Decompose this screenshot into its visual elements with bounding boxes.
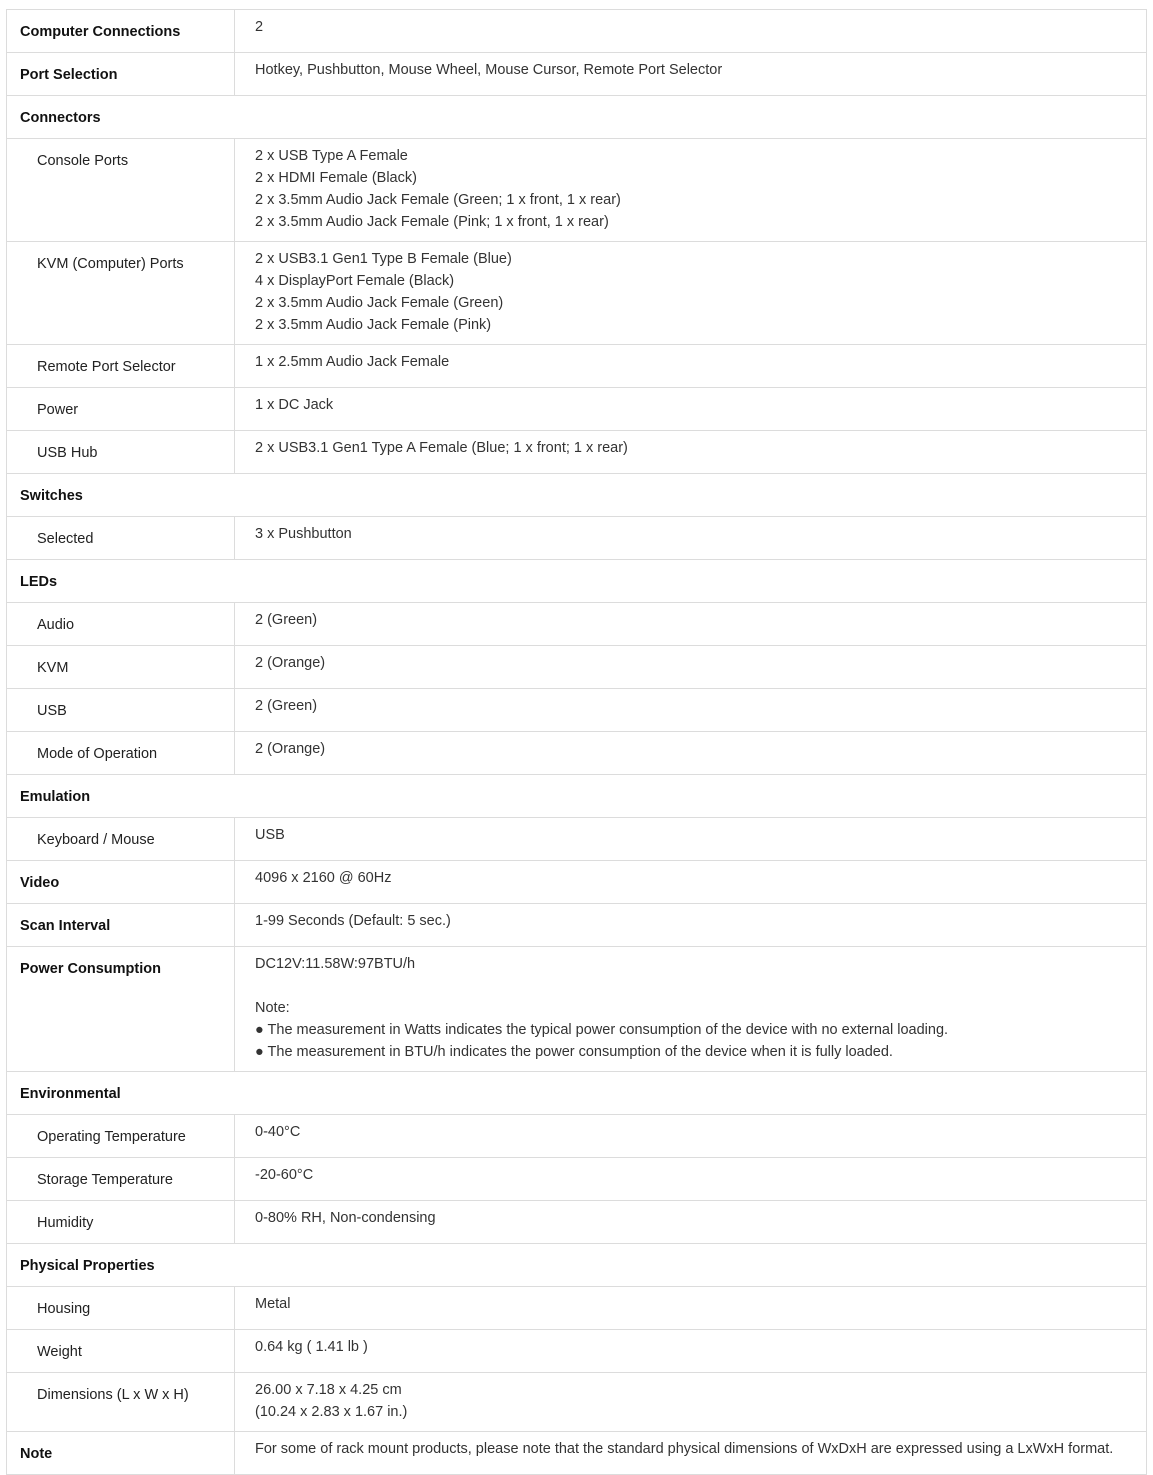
spec-value (235, 904, 1147, 947)
spec-label: Scan Interval (7, 904, 235, 947)
specifications-table-body (7, 10, 1147, 1475)
spec-label: Computer Connections (7, 10, 235, 53)
spec-row (7, 1432, 1147, 1475)
spec-label: KVM (Computer) Ports (7, 242, 235, 345)
spec-row (7, 1373, 1147, 1432)
spec-value-line: DC12V:11.58W:97BTU/h (255, 956, 416, 972)
spec-label: Console Ports (7, 139, 235, 242)
spec-value-line: 1 x DC Jack (255, 397, 334, 413)
spec-row (7, 388, 1147, 431)
spec-row (7, 732, 1147, 775)
spec-value-line: 4096 x 2160 @ 60Hz (255, 870, 392, 886)
spec-row (7, 904, 1147, 947)
spec-value-line: ● The measurement in BTU/h indicates the power consumption of the device when it is fully loaded. (255, 1044, 893, 1060)
spec-row (7, 1158, 1147, 1201)
spec-row (7, 431, 1147, 474)
spec-value (235, 517, 1147, 560)
spec-label: Audio (7, 603, 235, 646)
spec-label: Housing (7, 1287, 235, 1330)
spec-value (235, 1432, 1147, 1475)
spec-label: Note (7, 1432, 235, 1475)
spec-value-spacer (255, 975, 1136, 997)
spec-section-heading: Physical Properties (7, 1244, 1147, 1287)
spec-row (7, 1115, 1147, 1158)
spec-label: Remote Port Selector (7, 345, 235, 388)
spec-row (7, 689, 1147, 732)
spec-value (235, 646, 1147, 689)
spec-label: Weight (7, 1330, 235, 1373)
spec-value-line: Hotkey, Pushbutton, Mouse Wheel, Mouse Cursor, Remote Port Selector (255, 62, 723, 78)
spec-row (7, 10, 1147, 53)
spec-section-heading: Connectors (7, 96, 1147, 139)
specifications-table (6, 9, 1147, 1475)
spec-section-row (7, 560, 1147, 603)
spec-value-line: 1-99 Seconds (Default: 5 sec.) (255, 913, 451, 929)
spec-value-line: 2 (Orange) (255, 741, 326, 757)
spec-value-line: ● The measurement in Watts indicates the typical power consumption of the device with no external loading. (255, 1022, 949, 1038)
spec-row (7, 1287, 1147, 1330)
spec-section-row (7, 1072, 1147, 1115)
spec-label: KVM (7, 646, 235, 689)
spec-value-line: 4 x DisplayPort Female (Black) (255, 273, 455, 289)
spec-value (235, 1330, 1147, 1373)
spec-label: Power (7, 388, 235, 431)
spec-label: USB Hub (7, 431, 235, 474)
spec-value (235, 345, 1147, 388)
spec-value-line: 0-40°C (255, 1124, 301, 1140)
spec-value (235, 861, 1147, 904)
spec-value (235, 1373, 1147, 1432)
spec-section-row (7, 474, 1147, 517)
spec-value (235, 1158, 1147, 1201)
spec-row (7, 345, 1147, 388)
spec-label: Humidity (7, 1201, 235, 1244)
spec-section-heading: LEDs (7, 560, 1147, 603)
spec-value-line: 26.00 x 7.18 x 4.25 cm (255, 1382, 402, 1398)
spec-row (7, 818, 1147, 861)
spec-row (7, 603, 1147, 646)
spec-value (235, 1201, 1147, 1244)
spec-label: Dimensions (L x W x H) (7, 1373, 235, 1432)
spec-value-line: 2 x USB Type A Female (255, 148, 408, 164)
spec-row (7, 861, 1147, 904)
spec-value-line: For some of rack mount products, please note that the standard physical dimensions of WxDxH are expressed using a LxWxH format. (255, 1441, 1114, 1457)
spec-value-line: 2 x 3.5mm Audio Jack Female (Green; 1 x front, 1 x rear) (255, 192, 621, 208)
spec-value (235, 1115, 1147, 1158)
spec-value (235, 603, 1147, 646)
spec-label: Operating Temperature (7, 1115, 235, 1158)
spec-section-heading: Emulation (7, 775, 1147, 818)
spec-value-line: 2 (Green) (255, 612, 318, 628)
spec-section-row (7, 775, 1147, 818)
spec-value-line: 2 (Green) (255, 698, 318, 714)
spec-value-line: Metal (255, 1296, 291, 1312)
spec-value-line: 2 x 3.5mm Audio Jack Female (Pink; 1 x front, 1 x rear) (255, 214, 609, 230)
spec-label: Keyboard / Mouse (7, 818, 235, 861)
spec-value-line: USB (255, 827, 285, 843)
spec-value (235, 431, 1147, 474)
spec-value (235, 53, 1147, 96)
spec-row (7, 1330, 1147, 1373)
spec-row (7, 242, 1147, 345)
spec-value-line: 2 x USB3.1 Gen1 Type B Female (Blue) (255, 251, 512, 267)
spec-value-line: 2 (255, 19, 264, 35)
spec-value-line: 2 x 3.5mm Audio Jack Female (Pink) (255, 317, 492, 333)
spec-value-line: -20-60°C (255, 1167, 314, 1183)
spec-label: Port Selection (7, 53, 235, 96)
spec-row (7, 139, 1147, 242)
spec-label: USB (7, 689, 235, 732)
spec-value-line: 2 (Orange) (255, 655, 326, 671)
spec-value (235, 818, 1147, 861)
spec-value (235, 689, 1147, 732)
spec-value-line: 3 x Pushbutton (255, 526, 352, 542)
spec-value-line: 0-80% RH, Non-condensing (255, 1210, 436, 1226)
spec-value (235, 242, 1147, 345)
spec-label: Mode of Operation (7, 732, 235, 775)
spec-section-row (7, 96, 1147, 139)
spec-section-heading: Switches (7, 474, 1147, 517)
spec-value-line: 1 x 2.5mm Audio Jack Female (255, 354, 450, 370)
spec-label: Power Consumption (7, 947, 235, 1072)
spec-value-line: 2 x USB3.1 Gen1 Type A Female (Blue; 1 x front; 1 x rear) (255, 440, 628, 456)
spec-value-line: 0.64 kg ( 1.41 lb ) (255, 1339, 368, 1355)
spec-label: Storage Temperature (7, 1158, 235, 1201)
spec-section-row (7, 1244, 1147, 1287)
spec-value (235, 947, 1147, 1072)
spec-value (235, 732, 1147, 775)
spec-section-heading: Environmental (7, 1072, 1147, 1115)
spec-row (7, 646, 1147, 689)
spec-label: Selected (7, 517, 235, 560)
spec-value-line: 2 x 3.5mm Audio Jack Female (Green) (255, 295, 504, 311)
spec-value (235, 10, 1147, 53)
spec-value (235, 388, 1147, 431)
spec-row (7, 517, 1147, 560)
spec-value-line: (10.24 x 2.83 x 1.67 in.) (255, 1404, 408, 1420)
spec-row (7, 1201, 1147, 1244)
spec-value (235, 1287, 1147, 1330)
spec-row (7, 53, 1147, 96)
spec-label: Video (7, 861, 235, 904)
spec-value-line: 2 x HDMI Female (Black) (255, 170, 417, 186)
spec-row (7, 947, 1147, 1072)
spec-value (235, 139, 1147, 242)
spec-value-line: Note: (255, 1000, 290, 1016)
